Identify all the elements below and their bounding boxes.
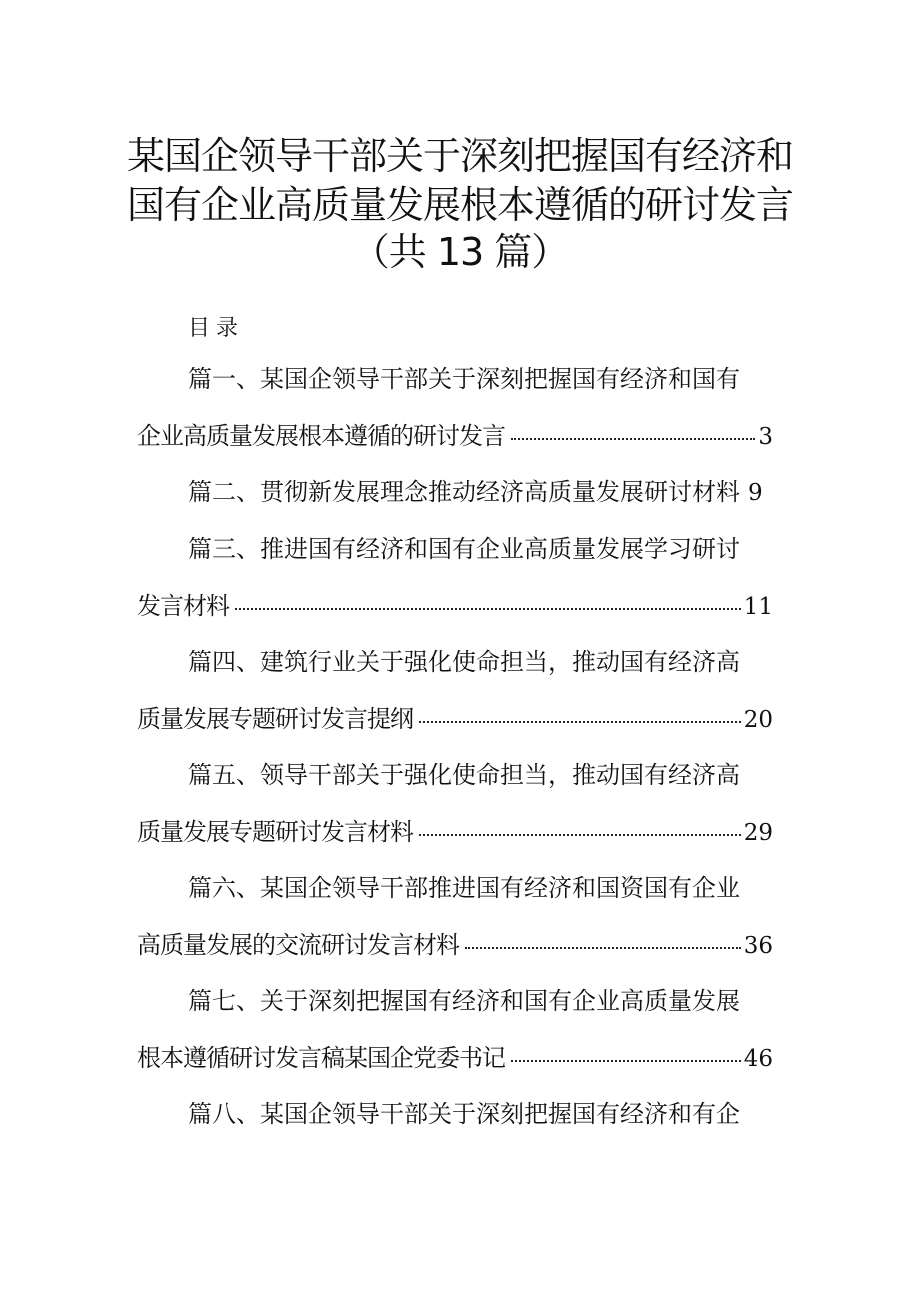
toc-entry-1-title-cont: 企业高质量发展根本遵循的研讨发言 bbox=[137, 422, 505, 450]
toc-entry-4-title-cont: 质量发展专题研讨发言提纲 bbox=[137, 705, 413, 733]
toc-entry-3-title-cont: 发言材料 bbox=[137, 592, 229, 620]
toc-entry-7-page: 46 bbox=[743, 1046, 773, 1072]
toc-entry-6-page: 36 bbox=[743, 933, 773, 959]
toc-entry-6-title-cont: 高质量发展的交流研讨发言材料 bbox=[137, 931, 459, 959]
toc-entry-1-continuation[interactable] bbox=[137, 421, 773, 451]
toc-entry-1-page: 3 bbox=[758, 424, 773, 450]
toc-entry-3-continuation[interactable] bbox=[137, 591, 773, 621]
toc-entry-5-page: 29 bbox=[743, 820, 773, 846]
toc-entry-4-title[interactable]: 篇四、建筑行业关于强化使命担当，推动国有经济高 bbox=[188, 648, 740, 676]
dot-leader bbox=[419, 832, 741, 836]
toc-entry-6-continuation[interactable] bbox=[137, 930, 773, 960]
toc-entry-2-page: 9 bbox=[748, 480, 763, 506]
dot-leader bbox=[235, 606, 741, 610]
dot-leader bbox=[419, 719, 741, 723]
toc-entry-6-title[interactable]: 篇六、某国企领导干部推进国有经济和国资国有企业 bbox=[188, 874, 740, 902]
toc-entry-8-title[interactable]: 篇八、某国企领导干部关于深刻把握国有经济和有企 bbox=[188, 1100, 740, 1128]
toc-entry-4-continuation[interactable] bbox=[137, 704, 773, 734]
toc-entry-4-page: 20 bbox=[743, 707, 773, 733]
toc-entry-3-page: 11 bbox=[743, 594, 773, 620]
toc-entry-7-title-cont: 根本遵循研讨发言稿某国企党委书记 bbox=[137, 1044, 505, 1072]
dot-leader bbox=[511, 1058, 741, 1062]
toc-heading: 目录 bbox=[188, 316, 245, 341]
document-title-line-3: （共 13 篇） bbox=[351, 230, 569, 274]
dot-leader bbox=[511, 436, 755, 440]
document-title-line-2: 国有企业高质量发展根本遵循的研讨发言 bbox=[126, 183, 793, 227]
toc-entry-5-title[interactable]: 篇五、领导干部关于强化使命担当，推动国有经济高 bbox=[188, 761, 740, 789]
dot-leader bbox=[465, 945, 741, 949]
toc-entry-1-title[interactable]: 篇一、某国企领导干部关于深刻把握国有经济和国有 bbox=[188, 365, 740, 393]
toc-entry-5-title-cont: 质量发展专题研讨发言材料 bbox=[137, 818, 413, 846]
toc-entry-7-continuation[interactable] bbox=[137, 1043, 773, 1073]
toc-entry-7-title[interactable]: 篇七、关于深刻把握国有经济和国有企业高质量发展 bbox=[188, 987, 740, 1015]
toc-entry-3-title[interactable]: 篇三、推进国有经济和国有企业高质量发展学习研讨 bbox=[188, 535, 740, 563]
toc-entry-5-continuation[interactable] bbox=[137, 817, 773, 847]
toc-entry-2-title: 篇二、贯彻新发展理念推动经济高质量发展研讨材料 bbox=[188, 478, 740, 506]
document-title-line-1: 某国企领导干部关于深刻把握国有经济和 bbox=[126, 134, 793, 178]
toc-entry-2[interactable] bbox=[188, 477, 763, 507]
